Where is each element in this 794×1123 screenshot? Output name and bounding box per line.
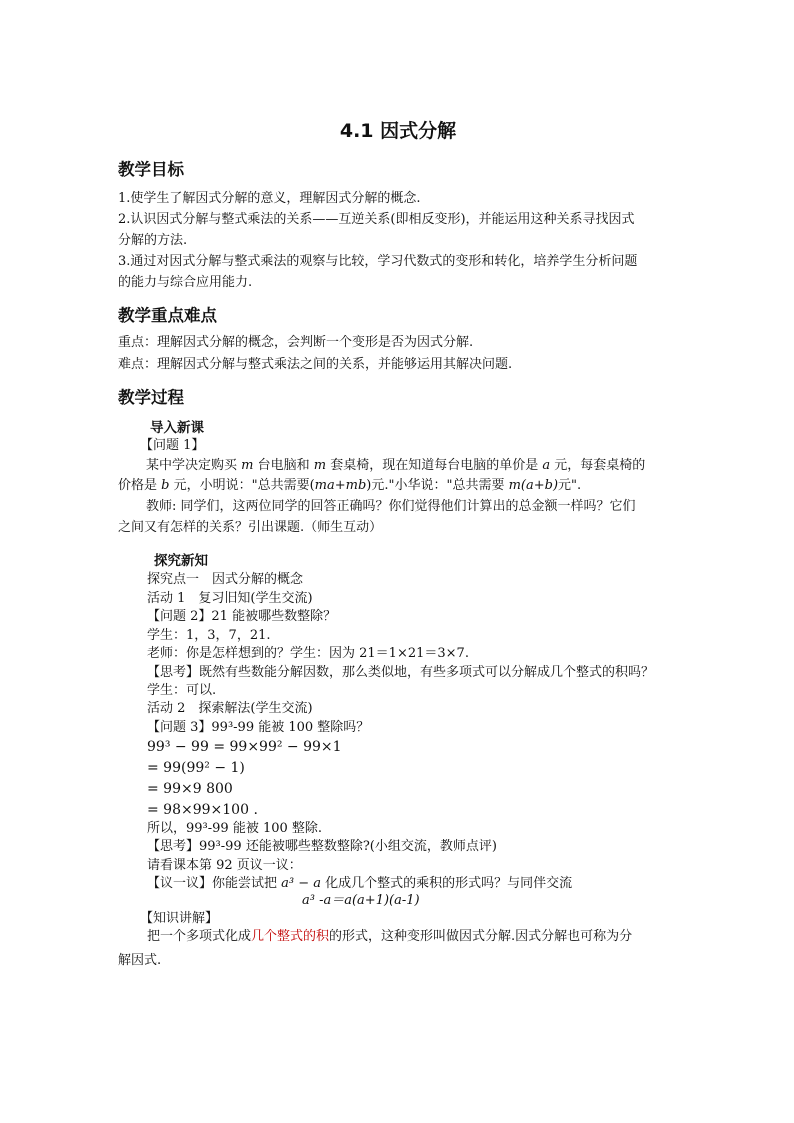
keypoint-line: 难点：理解因式分解与整式乘法之间的关系，并能够运用其解决问题. [118,357,513,372]
definition-line: 解因式. [118,953,162,968]
explore-line: 学生：1，3，7，21. [147,628,271,643]
keypoints-heading: 教学重点难点 [118,306,217,325]
formula: a³ -a＝a(a+1)(a-1) [302,893,420,908]
think-line: 【思考】99³-99 还能被哪些整数整除?(小组交流，教师点评) [147,839,497,854]
goal-line: 1.使学生了解因式分解的意义，理解因式分解的概念. [118,191,421,206]
conclusion-line: 所以，99³-99 能被 100 整除. [147,821,323,836]
math-line: = 98×99×100 . [147,802,258,818]
math-line: 99³ − 99 = 99×99² − 99×1 [147,739,342,755]
page-title: 4.1 因式分解 [339,120,457,142]
goal-line: 3.通过对因式分解与整式乘法的观察与比较，学习代数式的变形和转化，培养学生分析问题 [118,254,638,269]
math-line: = 99×9 800 [147,781,233,797]
knowledge-label: 【知识讲解】 [140,911,219,926]
explore-line: 学生：可以. [147,683,217,698]
goals-heading: 教学目标 [118,160,184,179]
math-line: = 99(99² − 1) [147,760,245,776]
explore-line: 【问题 2】21 能被哪些数整除？ [147,609,337,624]
question-1-label: 【问题 1】 [140,438,205,453]
explore-line: 活动 1 复习旧知(学生交流) [147,591,313,606]
textbook-line: 请看课本第 92 页议一议： [147,858,302,873]
question-3: 【问题 3】99³-99 能被 100 整除吗？ [147,720,370,735]
teacher-line: 之间又有怎样的关系？引出课题.（师生互动） [118,520,383,535]
goal-line: 2.认识因式分解与整式乘法的关系——互逆关系(即相反变形)，并能运用这种关系寻找因式 [118,212,635,227]
highlight-text: 几个整式的积 [251,929,330,944]
goal-line: 分解的方法. [118,233,188,248]
explore-line: 【思考】既然有些数能分解因数，那么类似地，有些多项式可以分解成几个整式的积吗？ [147,665,655,680]
discuss-line: 【议一议】你能尝试把 a³ − a 化成几个整式的乘积的形式吗？与同伴交流 [147,876,573,891]
keypoint-line: 重点：理解因式分解的概念，会判断一个变形是否为因式分解. [118,335,474,350]
definition-line: 把一个多项式化成几个整式的积的形式，这种变形叫做因式分解.因式分解也可称为分 [147,929,633,944]
goal-line: 的能力与综合应用能力. [118,275,253,290]
process-heading: 教学过程 [118,388,184,407]
question-1-line: 价格是 b 元，小明说："总共需要(ma+mb)元."小华说："总共需要 m(a+b)元". [118,478,582,493]
explore-line: 活动 2 探索解法(学生交流) [147,701,313,716]
explore-line: 探究点一 因式分解的概念 [147,572,304,587]
question-1-line: 某中学决定购买 m 台电脑和 m 套桌椅，现在知道每台电脑的单价是 a 元，每套桌椅的 [146,458,646,473]
explore-line: 老师：你是怎样想到的？学生：因为 21＝1×21＝3×7. [147,646,469,661]
teacher-line: 教师: 同学们，这两位同学的回答正确吗？你们觉得他们计算出的总金额一样吗？它们 [146,499,636,514]
intro-heading: 导入新课 [150,420,204,436]
explore-heading: 探究新知 [154,553,208,569]
